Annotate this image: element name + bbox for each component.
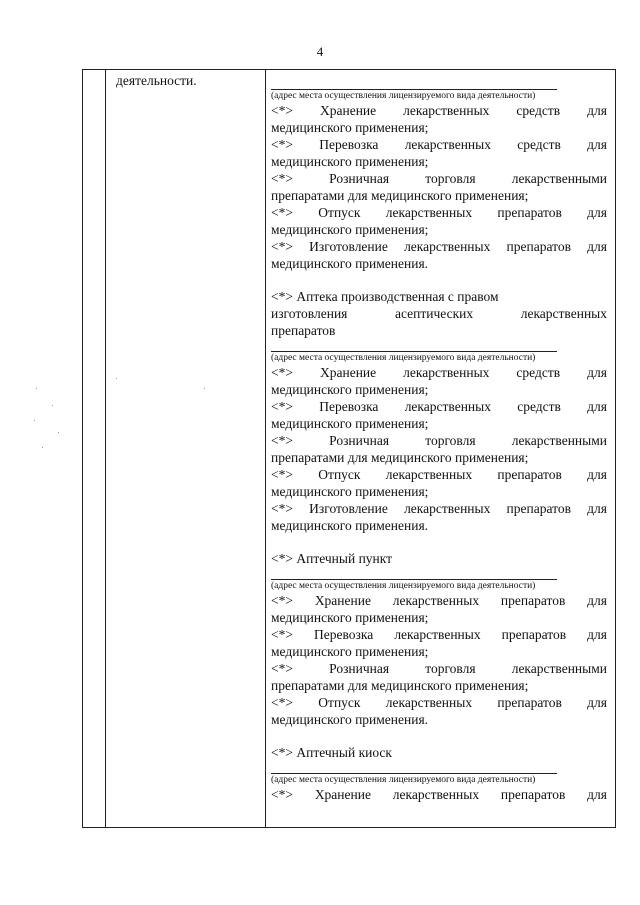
word: <*>	[271, 239, 293, 254]
activity-line	[271, 432, 607, 449]
activity-line	[271, 170, 607, 187]
word: <*>	[271, 399, 293, 414]
word: торговля	[425, 661, 476, 676]
word: Розничная	[329, 433, 390, 448]
word: для	[587, 365, 607, 380]
word: Изготовление	[309, 239, 388, 254]
word: медицинского применения;	[271, 120, 429, 135]
word: медицинского применения;	[271, 484, 429, 499]
word: <*>	[271, 467, 293, 482]
activity-line	[271, 136, 607, 153]
table-divider-2	[265, 70, 266, 827]
word: препаратов	[497, 695, 562, 710]
word: Перевозка	[319, 399, 379, 414]
address-caption: (адрес места осуществления лицензируемого вида деятельности)	[271, 91, 536, 101]
activity-line	[271, 517, 607, 534]
word: лекарственных	[404, 137, 491, 152]
scan-speck	[52, 405, 53, 406]
word: медицинского применения.	[271, 712, 429, 727]
word: средств	[517, 399, 561, 414]
word: <*>	[271, 103, 293, 118]
word: <*>	[271, 171, 293, 186]
activity-line	[271, 449, 607, 466]
activity-line	[271, 255, 607, 272]
word: Хранение	[314, 787, 371, 802]
license-table	[82, 69, 616, 828]
word: Розничная	[329, 661, 390, 676]
activity-line	[271, 381, 607, 398]
word: Перевозка	[319, 137, 379, 152]
word: лекарственных	[392, 787, 480, 802]
word: Изготовление	[309, 501, 388, 516]
activity-line	[271, 238, 607, 255]
heading-spacer	[271, 339, 607, 351]
activity-line	[271, 711, 607, 728]
activity-line	[271, 677, 607, 694]
word: лекарственных	[404, 239, 491, 254]
word: лекарственных	[385, 695, 473, 710]
activity-line	[271, 609, 607, 626]
activity-line	[271, 415, 607, 432]
word: <*>	[271, 433, 293, 448]
word: лекарственных	[394, 627, 481, 642]
word: <*>	[271, 627, 293, 642]
activity-line	[271, 102, 607, 119]
address-blank-line	[271, 351, 557, 352]
word: лекарственных	[403, 365, 490, 380]
activity-line	[271, 786, 607, 803]
word: <*>	[271, 205, 293, 220]
activity-line	[271, 660, 607, 677]
table-divider-1	[105, 70, 106, 827]
word: для	[587, 627, 607, 642]
word: Перевозка	[314, 627, 374, 642]
word: для	[587, 695, 607, 710]
word: препаратами для медицинского применения;	[271, 678, 529, 693]
word: для	[587, 103, 607, 118]
activity-line	[271, 119, 607, 136]
group-spacer	[271, 534, 607, 550]
word: изготовления	[271, 306, 348, 321]
word: медицинского применения;	[271, 222, 429, 237]
word: Розничная	[329, 171, 390, 186]
activity-line	[271, 500, 607, 517]
word: лекарственных	[385, 205, 473, 220]
activity-line	[271, 221, 607, 238]
premises-heading	[271, 744, 607, 761]
word: <*> Аптечный пункт	[271, 551, 393, 566]
premises-heading	[271, 550, 607, 567]
word: для	[587, 467, 607, 482]
word: медицинского применения.	[271, 256, 429, 271]
activity-list	[271, 70, 607, 803]
word: торговля	[425, 171, 476, 186]
word: торговля	[425, 433, 476, 448]
scan-speck	[42, 447, 43, 448]
top-spacer	[271, 70, 607, 89]
word: лекарственными	[511, 661, 607, 676]
address-blank-line	[271, 579, 557, 580]
activity-line	[271, 592, 607, 609]
activity-line	[271, 187, 607, 204]
word: Отпуск	[318, 205, 361, 220]
group-spacer	[271, 272, 607, 288]
word: <*> Аптека производственная с правом	[271, 289, 499, 304]
word: лекарственными	[511, 433, 607, 448]
word: Хранение	[319, 365, 377, 380]
address-blank-line	[271, 773, 557, 774]
scan-speck	[58, 432, 59, 433]
word: <*>	[271, 661, 293, 676]
word: лекарственных	[392, 593, 480, 608]
activity-line	[271, 153, 607, 170]
activity-line	[271, 466, 607, 483]
word: асептических	[394, 306, 474, 321]
address-block	[271, 89, 607, 102]
address-caption: (адрес места осуществления лицензируемого вида деятельности)	[271, 581, 536, 591]
word: для	[587, 787, 607, 802]
word: <*>	[271, 365, 293, 380]
word: <*>	[271, 501, 293, 516]
word: препаратов	[506, 501, 571, 516]
word: <*>	[271, 787, 293, 802]
word: медицинского применения;	[271, 382, 429, 397]
word: <*>	[271, 137, 293, 152]
word: средств	[516, 365, 561, 380]
word: препаратов	[500, 787, 566, 802]
activity-line	[271, 694, 607, 711]
heading-spacer	[271, 567, 607, 579]
address-caption: (адрес места осуществления лицензируемого вида деятельности)	[271, 775, 536, 785]
word: лекарственных	[520, 306, 607, 321]
activity-line	[271, 364, 607, 381]
word: препаратов	[271, 323, 336, 338]
word: медицинского применения;	[271, 154, 429, 169]
address-block	[271, 351, 607, 364]
word: лекарственных	[403, 103, 490, 118]
word: Хранение	[314, 593, 371, 608]
word: препаратов	[506, 239, 571, 254]
address-block	[271, 773, 607, 786]
page-number: 4	[316, 44, 324, 59]
word: для	[587, 501, 607, 516]
word: медицинского применения;	[271, 416, 429, 431]
word: средств	[516, 103, 561, 118]
word: <*>	[271, 593, 293, 608]
premises-heading	[271, 305, 607, 322]
scan-speck	[34, 420, 35, 421]
heading-spacer	[271, 761, 607, 773]
word: медицинского применения;	[271, 644, 429, 659]
activity-line	[271, 204, 607, 221]
word: лекарственных	[404, 399, 491, 414]
scan-speck	[204, 388, 205, 389]
word: для	[587, 399, 607, 414]
address-blank-line	[271, 89, 557, 90]
word: для	[587, 205, 607, 220]
word: препаратами для медицинского применения;	[271, 188, 529, 203]
premises-heading	[271, 288, 607, 305]
group-spacer	[271, 728, 607, 744]
word: <*> Аптечный киоск	[271, 745, 392, 760]
scan-speck	[116, 378, 117, 379]
word: медицинского применения;	[271, 610, 429, 625]
premises-heading	[271, 322, 607, 339]
word: лекарственных	[404, 501, 491, 516]
word: для	[587, 593, 607, 608]
scan-speck	[36, 388, 37, 389]
word: препаратов	[501, 627, 567, 642]
activity-line	[271, 643, 607, 660]
word: <*>	[271, 695, 293, 710]
word: препаратов	[497, 205, 562, 220]
word: Отпуск	[318, 695, 361, 710]
word: препаратами для медицинского применения;	[271, 450, 529, 465]
activity-line	[271, 398, 607, 415]
word: препаратов	[497, 467, 562, 482]
word: средств	[517, 137, 561, 152]
word: Хранение	[319, 103, 377, 118]
address-block	[271, 579, 607, 592]
address-caption: (адрес места осуществления лицензируемого вида деятельности)	[271, 353, 536, 363]
left-cell-text: деятельности.	[116, 73, 197, 88]
word: лекарственных	[385, 467, 473, 482]
word: медицинского применения.	[271, 518, 429, 533]
word: лекарственными	[511, 171, 607, 186]
activity-line	[271, 626, 607, 643]
word: Отпуск	[318, 467, 361, 482]
activity-line	[271, 483, 607, 500]
word: для	[587, 137, 607, 152]
word: препаратов	[500, 593, 566, 608]
word: для	[587, 239, 607, 254]
